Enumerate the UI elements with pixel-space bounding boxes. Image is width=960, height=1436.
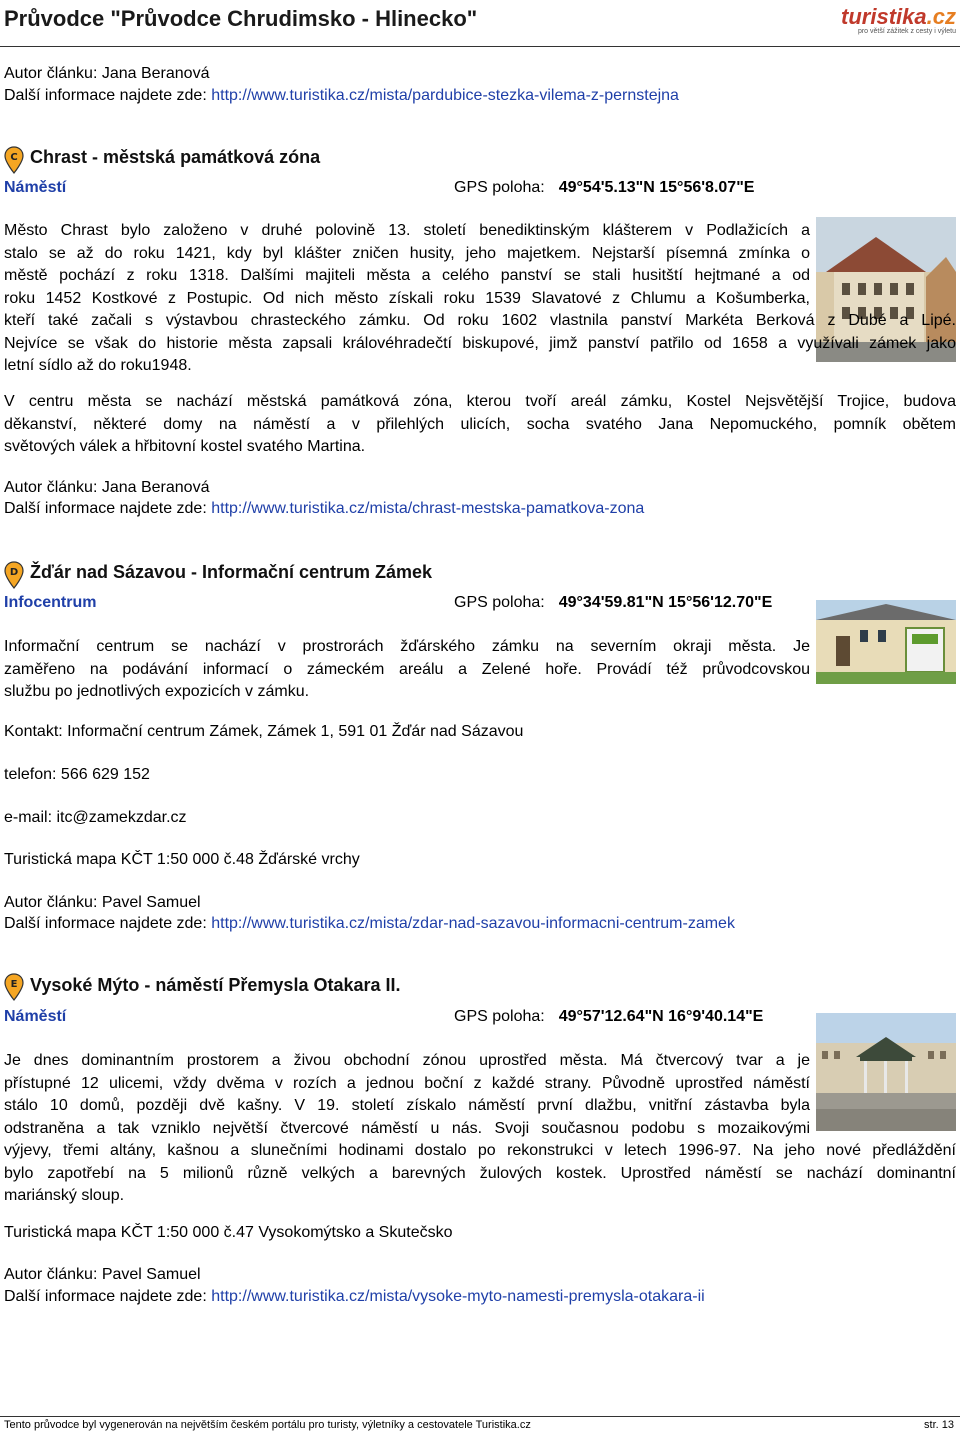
category-label: Náměstí [4,179,67,196]
section-title[interactable]: Chrast - městská památková zóna [30,147,321,167]
page-header [0,0,960,46]
map-marker-icon [4,561,24,589]
square-photo [816,1013,956,1131]
section-title[interactable]: Žďár nad Sázavou - Informační centrum Zámek [30,562,433,582]
header-divider [0,46,960,47]
more-info-line: Další informace najdete zde: http://www.turistika.cz/mista/pardubice-stezka-vilema-z-pernstejna [4,87,679,104]
svg-text:E: E [10,979,18,990]
gps-value: 49°57'12.64"N 16°9'40.14"E [558,1008,764,1025]
svg-text:D: D [9,567,19,578]
author-line: Autor článku: Pavel Samuel [4,894,201,911]
more-info-line: Další informace najdete zde: http://www.turistika.cz/mista/zdar-nad-sazavou-informacni-centrum-zamek [4,915,735,932]
page-number: str. 13 [924,1419,954,1431]
gps-position: GPS poloha: 49°34'59.81"N 15°56'12.70"E [454,594,773,611]
phone-line: telefon: 566 629 152 [4,766,150,783]
more-info-link[interactable]: http://www.turistika.cz/mista/chrast-mestska-pamatkova-zona [211,500,645,517]
footer-divider [0,1416,960,1417]
description-paragraph: Informační centrum se nachází v prostrorách žďárského zámku na severním okraji města. Je zaměřeno na podávání informací o zámeckém areálu a Zelené hoře. Provádí též průvodcovskou službu po jednotlivých expozicích v zámku. [4,638,810,700]
section-title[interactable]: Vysoké Mýto - náměstí Přemysla Otakara II. [30,975,401,995]
more-info-link[interactable]: http://www.turistika.cz/mista/pardubice-stezka-vilema-z-pernstejna [211,87,679,104]
turistika-logo[interactable] [841,4,956,38]
more-info-line: Další informace najdete zde: http://www.turistika.cz/mista/vysoke-myto-namesti-premysla-otakara-ii [4,1288,705,1305]
map-marker-icon [4,973,24,1001]
map-marker-icon [4,146,24,174]
map-line: Turistická mapa KČT 1:50 000 č.48 Žďárské vrchy [4,851,360,868]
guide-title: Průvodce "Průvodce Chrudimsko - Hlinecko" [4,6,478,31]
category-label: Infocentrum [4,594,97,611]
author-line: Autor článku: Jana Beranová [4,65,210,82]
description-paragraph: Je dnes dominantním prostorem a živou obchodní zónou uprostřed města. Má čtvercový tvar a je přístupné 12 ulicemi, vždy dvěma v rozích a jednou boční z každé strany. Původně uprostřed náměstí stálo 10 domů, později dvě kašny. V 19. století získalo náměstí první dlažbu, vnitřní zástavba byla odstraněna a tak vzniklo největší čtvercové náměstí u nás. Svoji současnou podobu s mozaikovými [4,1052,810,1137]
gps-position: GPS poloha: 49°54'5.13"N 15°56'8.07"E [454,179,755,196]
gps-value: 49°54'5.13"N 15°56'8.07"E [558,179,755,196]
infocentrum-photo [816,600,956,684]
email-line: e-mail: itc@zamekzdar.cz [4,809,187,826]
category-label: Náměstí [4,1008,67,1025]
author-line: Autor článku: Pavel Samuel [4,1266,201,1283]
logo-tagline: pro větší zážitek z cesty i výletu [857,28,956,35]
map-line: Turistická mapa KČT 1:50 000 č.47 Vysokomýtsko a Skutečsko [4,1224,453,1241]
footer-text: Tento průvodce byl vygenerován na největším českém portálu pro turisty, výletníky a cestovatele Turistika.cz [4,1419,531,1431]
author-line: Autor článku: Jana Beranová [4,479,210,496]
description-paragraph-cont: výjevy, třemi altány, kašnou a slunečními hodinami dostalo po rekonstrukci v letech 1996-97. Na jeho nové předláždění bylo zapotřebí na 5 milionů různě velkých a barevných žulových kostek. Uprostřed náměstí se nachází dominantní mariánský sloup. [4,1142,956,1204]
description-paragraph-cont: kteří také začali s výstavbou chrasteckého zámku. Od roku 1602 vlastnila panství Markéta Berková z Dubé a Lipé. Nejvíce se však do historie města zapsali královéhradečtí biskupové, jimž panství patřilo od 1658 a využívali zámek jako letní sídlo až do roku1948. [4,312,956,374]
description-paragraph-2: V centru města se nachází městská památková zóna, kterou tvoří areál zámku, Kostel Nejsvětější Trojice, budova děkanství, některé domy na náměstí a v přilehlých ulicích, socha svatého Jana Nepomuckého, pomník obětem světových válek a hřbitovní kostel svatého Martina. [4,393,956,455]
contact-line: Kontakt: Informační centrum Zámek, Zámek 1, 591 01 Žďár nad Sázavou [4,723,524,740]
description-paragraph: Město Chrast bylo založeno v druhé polovině 13. století benediktinským klášterem v Podlažicích a stalo se až do roku 1421, kdy byl klášter zničen husity, jeho majetkem. Nejstarší písemná zmínka o městě pochází z roku 1318. Dalšími majiteli města a celého panství se stali husitští hejtmané a od roku 1452 Kostkové z Postupic. Od nich město získali roku 1539 Slavatové z Chlumu a Košumberka, [4,222,810,307]
gps-position: GPS poloha: 49°57'12.64"N 16°9'40.14"E [454,1008,764,1025]
gps-value: 49°34'59.81"N 15°56'12.70"E [558,594,773,611]
svg-text:C: C [10,152,18,163]
more-info-link[interactable]: http://www.turistika.cz/mista/zdar-nad-sazavou-informacni-centrum-zamek [211,915,735,932]
logo-name: turistika.cz [841,4,956,29]
more-info-line: Další informace najdete zde: http://www.turistika.cz/mista/chrast-mestska-pamatkova-zona [4,500,645,517]
more-info-link[interactable]: http://www.turistika.cz/mista/vysoke-myto-namesti-premysla-otakara-ii [211,1288,705,1305]
